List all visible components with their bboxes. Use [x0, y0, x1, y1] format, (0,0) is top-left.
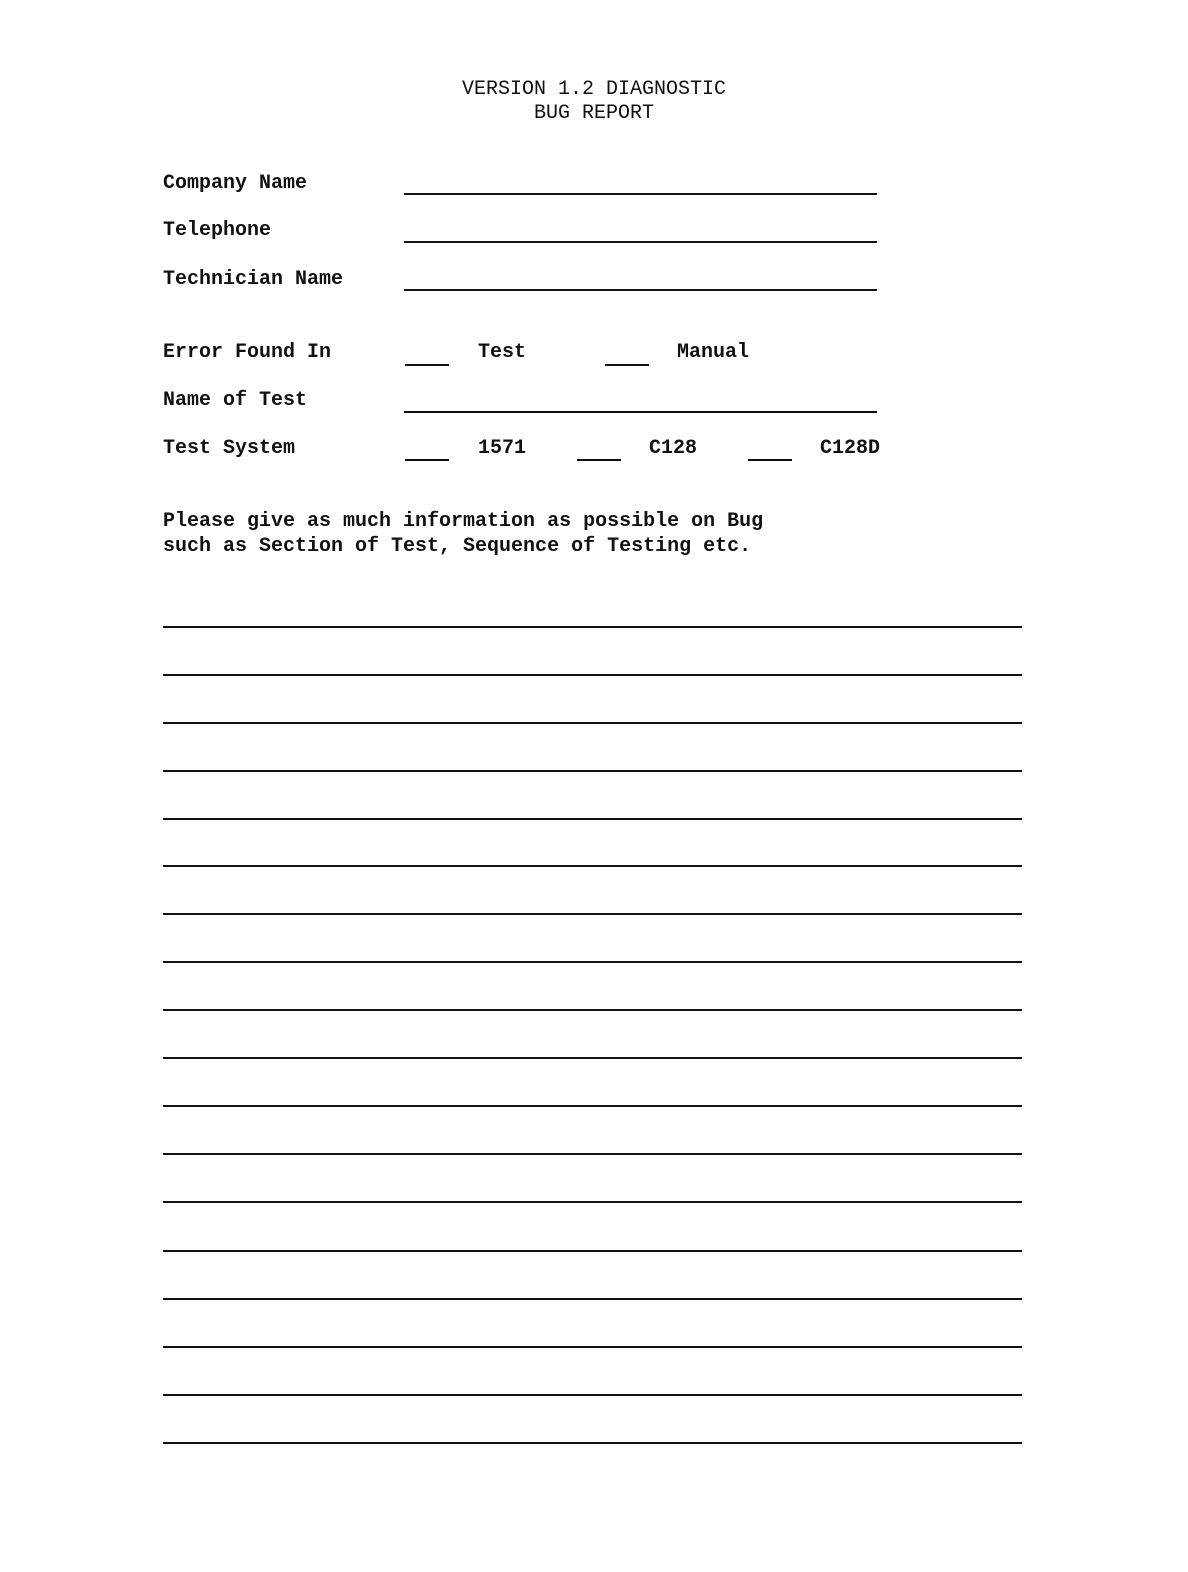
bug-description-line[interactable] [163, 1250, 1022, 1252]
bug-description-line[interactable] [163, 674, 1022, 676]
instructions-line-1: Please give as much information as possible on Bug [163, 510, 764, 533]
bug-description-line[interactable] [163, 1153, 1022, 1155]
bug-description-line[interactable] [163, 818, 1022, 820]
technician-name-label: Technician Name [163, 268, 344, 291]
bug-description-line[interactable] [163, 1201, 1022, 1203]
title-line-1: VERSION 1.2 DIAGNOSTIC [461, 78, 727, 101]
bug-description-line[interactable] [163, 1009, 1022, 1011]
name-of-test-label: Name of Test [163, 389, 308, 412]
system-1571-option: 1571 [478, 437, 527, 460]
bug-description-line[interactable] [163, 1105, 1022, 1107]
telephone-label: Telephone [163, 219, 272, 242]
bug-description-line[interactable] [163, 626, 1022, 628]
test-system-label: Test System [163, 437, 296, 460]
bug-description-line[interactable] [163, 770, 1022, 772]
error-manual-option: Manual [677, 341, 750, 364]
bug-description-line[interactable] [163, 961, 1022, 963]
bug-description-line[interactable] [163, 1298, 1022, 1300]
system-c128-option: C128 [649, 437, 698, 460]
bug-description-line[interactable] [163, 913, 1022, 915]
error-found-in-label: Error Found In [163, 341, 332, 364]
bug-description-line[interactable] [163, 722, 1022, 724]
system-c128d-option: C128D [820, 437, 881, 460]
instructions-line-2: such as Section of Test, Sequence of Testing etc. [163, 535, 752, 558]
error-test-option: Test [478, 341, 527, 364]
bug-description-line[interactable] [163, 1346, 1022, 1348]
company-name-label: Company Name [163, 172, 308, 195]
bug-description-line[interactable] [163, 1057, 1022, 1059]
title-line-2: BUG REPORT [533, 102, 655, 125]
bug-description-line[interactable] [163, 1394, 1022, 1396]
bug-description-line[interactable] [163, 865, 1022, 867]
bug-description-line[interactable] [163, 1442, 1022, 1444]
